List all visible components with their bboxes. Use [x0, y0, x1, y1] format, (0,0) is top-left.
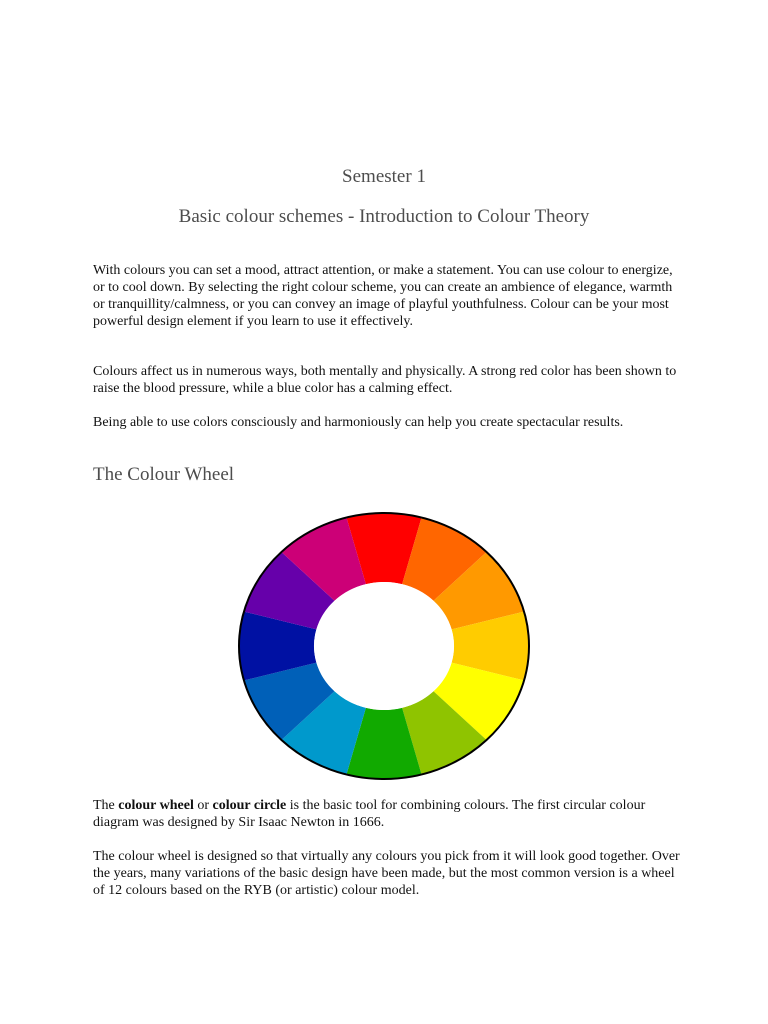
p4-text-or: or [193, 798, 213, 813]
colour-wheel-paragraph [93, 797, 683, 831]
term-colour-circle: colour circle [212, 798, 287, 813]
colour-wheel-heading: The Colour Wheel [93, 464, 235, 485]
page-title: Basic colour schemes - Introduction to Colour Theory [178, 206, 590, 227]
colour-wheel-design-paragraph: The colour wheel is designed so that virtually any colours you pick from it will look good together. Over the years, many variations of the basic design have been made, but the most common version is a wheel of 12 colours based on the RYB (or artistic) colour model. [93, 849, 680, 898]
term-colour-wheel: colour wheel [118, 798, 194, 813]
p4-text-end: is the basic tool for combining colours. The first circular colour diagram was designed by Sir Isaac Newton in 1666. [93, 798, 646, 830]
intro-paragraph-3: Being able to use colors consciously and harmoniously can help you create spectacular results. [93, 415, 624, 430]
intro-paragraph-2: Colours affect us in numerous ways, both mentally and physically. A strong red color has been shown to raise the blood pressure, while a blue color has a calming effect. [93, 364, 677, 396]
semester-heading: Semester 1 [342, 166, 426, 187]
intro-paragraph-1: With colours you can set a mood, attract attention, or make a statement. You can use colour to energize, or to cool down. By selecting the right colour scheme, you can create an ambience of elegance, warmth or tranquillity/calmness, or you can convey an image of playful youthfulness. Colour can be your most powerful design element if you learn to use it effectively. [93, 263, 673, 329]
colour-wheel-diagram [237, 510, 531, 782]
p4-text-start: The [93, 798, 119, 813]
wheel-centre-hole [314, 582, 454, 710]
